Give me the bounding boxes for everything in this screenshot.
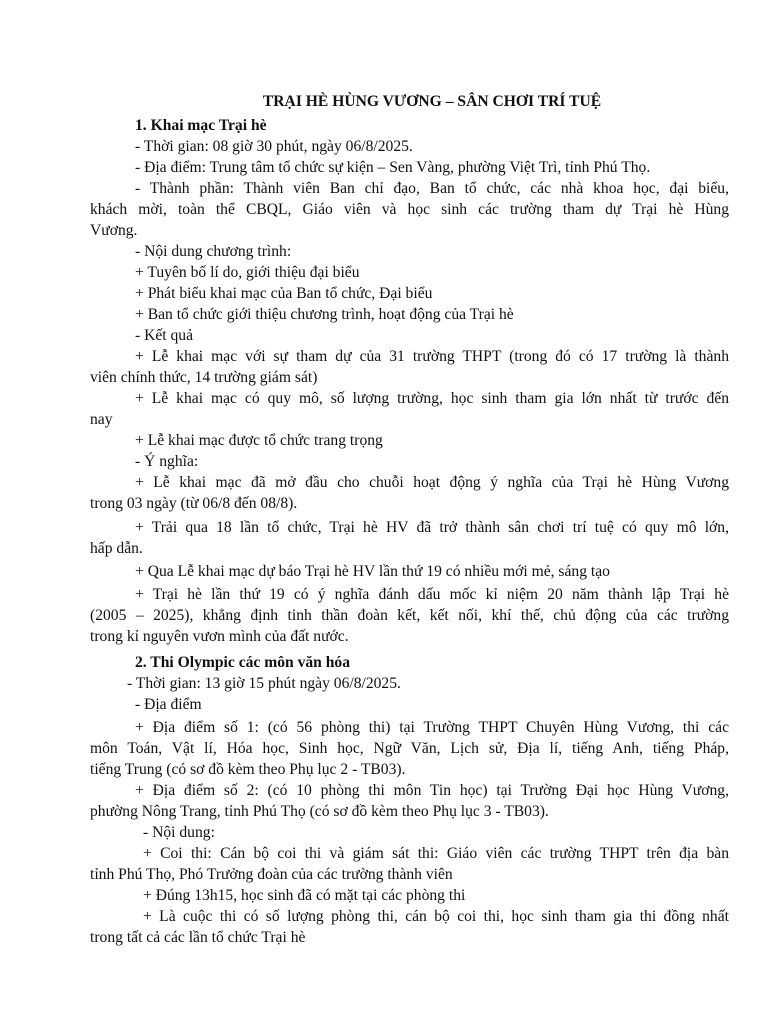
text-line: tỉnh Phú Thọ, Phó Trưởng đoàn của các trường thành viên	[90, 866, 453, 883]
text-line: + Là cuộc thi có số lượng phòng thi, cán bộ coi thi, học sinh tham gia thi đồng nhất	[143, 908, 729, 925]
text-line: Vương.	[90, 222, 138, 239]
text-line: nay	[90, 411, 113, 428]
text-line: - Địa điểm	[135, 696, 202, 713]
section-heading: 1. Khai mạc Trại hè	[135, 117, 267, 134]
text-line: + Qua Lễ khai mạc dự báo Trại hè HV lần thứ 19 có nhiều mới mẻ, sáng tạo	[135, 563, 610, 580]
text-line: + Địa điểm số 2: (có 10 phòng thi môn Tin học) tại Trường Đại học Hùng Vương,	[135, 782, 729, 799]
text-line: - Nội dung chương trình:	[135, 243, 292, 260]
text-line: trong 03 ngày (từ 06/8 đến 08/8).	[90, 495, 298, 512]
text-line: (2005 – 2025), khẳng định tinh thần đoàn kết, kết nối, khí thế, chủ động của các trường	[90, 607, 729, 624]
text-line: tiếng Trung (có sơ đồ kèm theo Phụ lục 2 - TB03).	[90, 761, 406, 778]
text-line: - Ý nghĩa:	[135, 453, 199, 470]
text-line: + Trại hè lần thứ 19 có ý nghĩa đánh dấu mốc kỉ niệm 20 năm thành lập Trại hè	[135, 586, 729, 603]
text-line: + Lễ khai mạc có quy mô, số lượng trường, học sinh tham gia lớn nhất từ trước đến	[135, 390, 729, 407]
text-line: + Phát biểu khai mạc của Ban tổ chức, Đại biểu	[135, 285, 433, 302]
text-line: viên chính thức, 14 trường giám sát)	[90, 369, 318, 386]
text-line: hấp dẫn.	[90, 540, 143, 557]
document-title: TRẠI HÈ HÙNG VƯƠNG – SÂN CHƠI TRÍ TUỆ	[262, 93, 602, 110]
text-line: môn Toán, Vật lí, Hóa học, Sinh học, Ngữ Văn, Lịch sử, Địa lí, tiếng Anh, tiếng Pháp,	[90, 740, 729, 757]
text-line: + Địa điểm số 1: (có 56 phòng thi) tại Trường THPT Chuyên Hùng Vương, thi các	[135, 719, 729, 736]
text-line: - Nội dung:	[143, 824, 215, 841]
text-line: khách mời, toàn thể CBQL, Giáo viên và học sinh các trường tham dự Trại hè Hùng	[90, 201, 729, 218]
text-line: + Ban tổ chức giới thiệu chương trình, hoạt động của Trại hè	[135, 306, 514, 323]
text-line: - Thời gian: 08 giờ 30 phút, ngày 06/8/2025.	[135, 138, 413, 155]
text-line: phường Nông Trang, tỉnh Phú Thọ (có sơ đồ kèm theo Phụ lục 3 - TB03).	[90, 803, 549, 820]
text-line: - Địa điểm: Trung tâm tổ chức sự kiện – Sen Vàng, phường Việt Trì, tỉnh Phú Thọ.	[135, 159, 651, 176]
text-line: - Kết quả	[135, 327, 194, 344]
text-line: + Đúng 13h15, học sinh đã có mặt tại các phòng thi	[143, 887, 466, 904]
text-line: + Tuyên bố lí do, giới thiệu đại biểu	[135, 264, 360, 281]
text-line: - Thành phần: Thành viên Ban chỉ đạo, Ban tổ chức, các nhà khoa học, đại biểu,	[135, 180, 729, 197]
text-line: + Lễ khai mạc đã mở đầu cho chuỗi hoạt động ý nghĩa của Trại hè Hùng Vương	[135, 474, 729, 491]
text-line: + Trải qua 18 lần tổ chức, Trại hè HV đã trở thành sân chơi trí tuệ có quy mô lớn,	[135, 519, 729, 536]
text-line: + Lễ khai mạc với sự tham dự của 31 trường THPT (trong đó có 17 trường là thành	[135, 348, 729, 365]
text-line: + Coi thi: Cán bộ coi thi và giám sát thi: Giáo viên các trường THPT trên địa bàn	[143, 845, 729, 862]
text-line: trong tất cả các lần tổ chức Trại hè	[90, 929, 306, 946]
text-line: trong kỉ nguyên vươn mình của đất nước.	[90, 628, 349, 645]
text-line: + Lễ khai mạc được tổ chức trang trọng	[135, 432, 383, 449]
section-heading: 2. Thi Olympic các môn văn hóa	[135, 654, 351, 671]
text-line: - Thời gian: 13 giờ 15 phút ngày 06/8/2025.	[127, 675, 401, 692]
